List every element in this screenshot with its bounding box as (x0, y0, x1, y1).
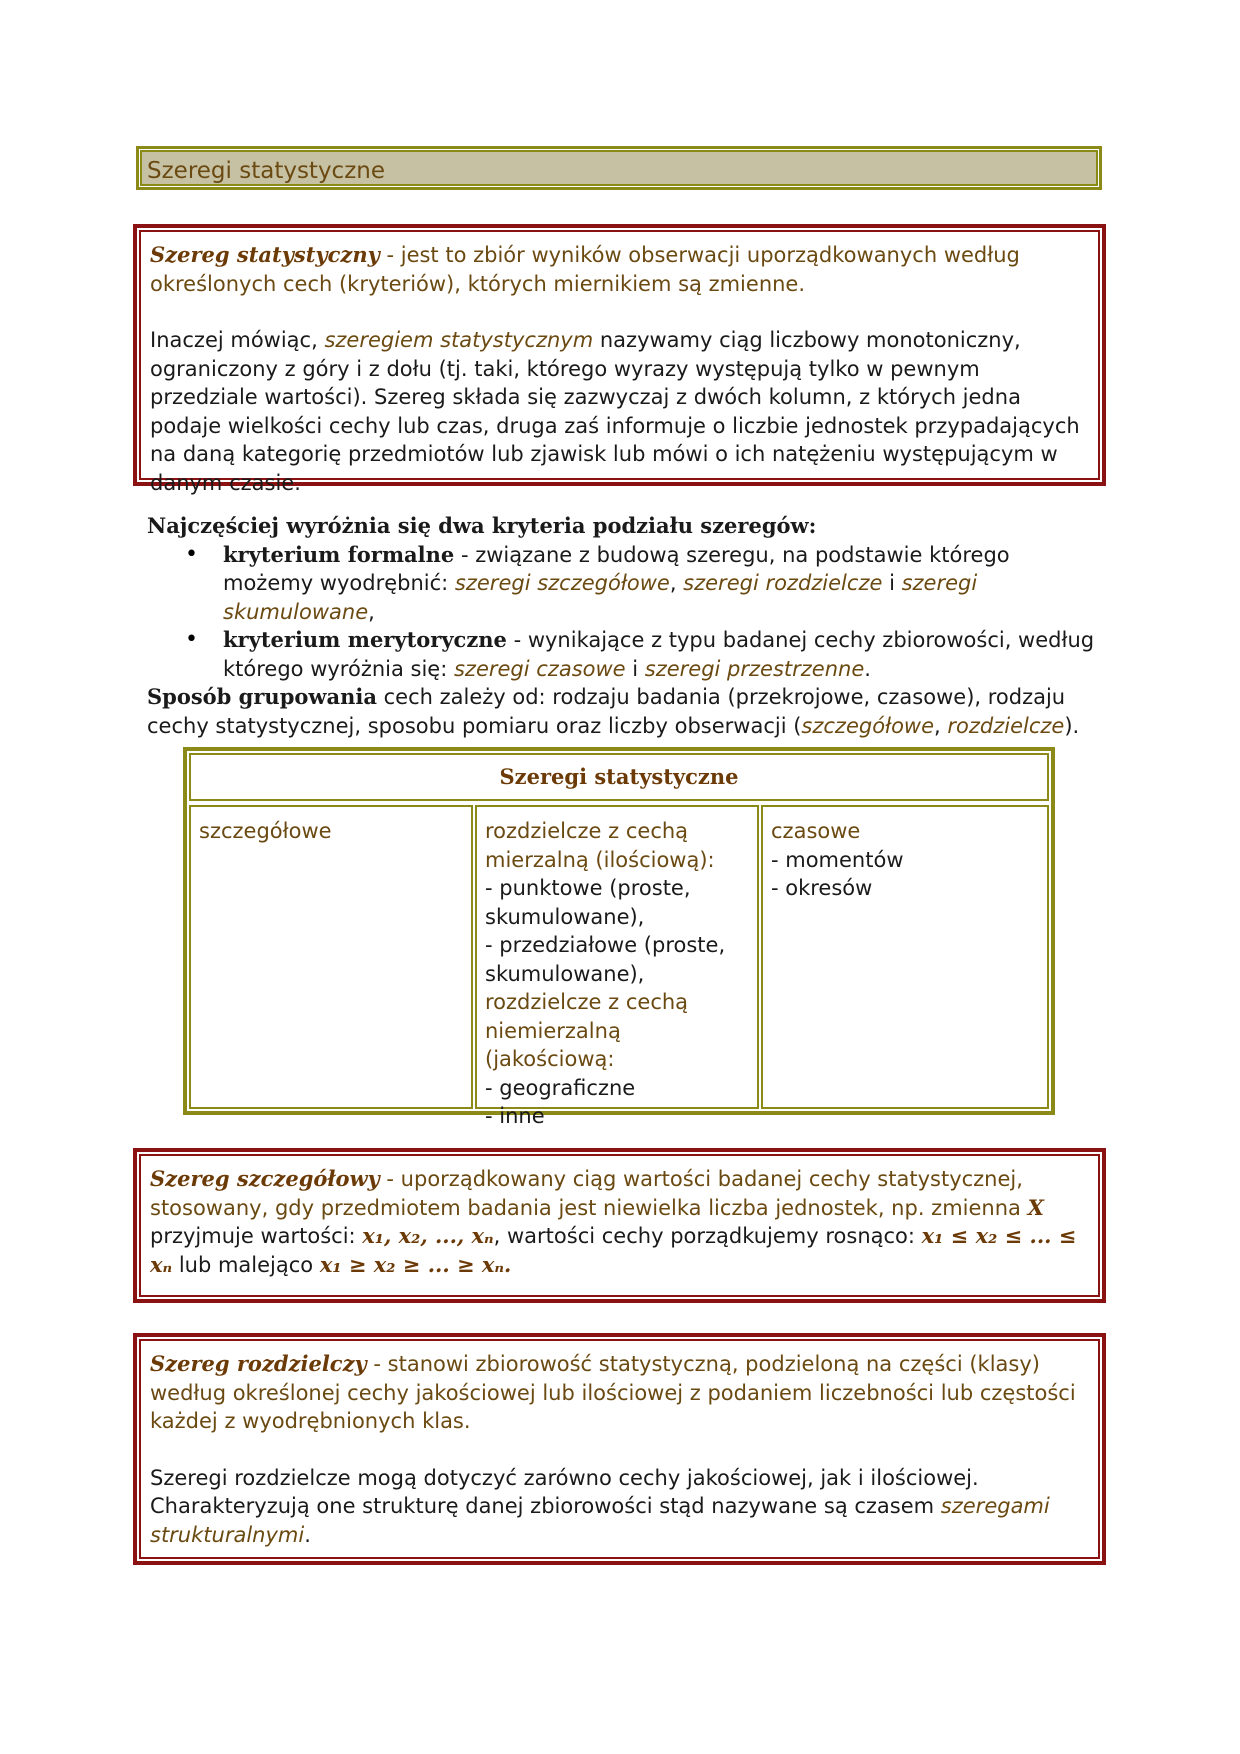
sequence: x₁, x₂, ..., xₙ (362, 1223, 494, 1248)
sep: . (864, 656, 871, 681)
sep: i (882, 571, 902, 595)
list-item (223, 626, 1097, 683)
title-banner (136, 146, 1102, 190)
text: , wartości cechy porządkujemy rosnąco: (493, 1224, 922, 1248)
text: lub malejąco (172, 1252, 320, 1277)
text: - stanowi zbiorowość statystyczną, podzieloną na części (klasy) według określonej cechy jakościowej lub ilościowej z podaniem liczebności lub częstości każdej z wyodrębnionych klas. (150, 1352, 1076, 1433)
definition-paragraph (150, 241, 1092, 298)
series-types-table (183, 747, 1055, 1128)
term-italic: szeregami strukturalnymi (150, 1494, 1050, 1547)
sep: , (669, 571, 684, 595)
cell-line: - inne (485, 1104, 545, 1128)
label: kryterium merytoryczne (223, 627, 507, 652)
criteria-list (147, 541, 1097, 684)
sep: ). (1064, 713, 1080, 738)
label: kryterium formalne (223, 541, 455, 567)
term: Szereg rozdzielczy (150, 1351, 367, 1376)
definition-text: - jest to zbiór wyników obserwacji uporządkowanych według określonych cech (kryteriów), których miernikiem są zmienne. (150, 243, 1020, 296)
text: - uporządkowany ciąg wartości badanej cechy statystycznej, stosowany, gdy przedmiotem badania jest niewielka liczba jednostek, np. zmienna (150, 1167, 1028, 1220)
explanation-paragraph (150, 1464, 1092, 1550)
term: szeregi czasowe (453, 656, 626, 681)
definition-box-distributive-series (133, 1333, 1106, 1565)
table-cell-distributive (475, 805, 759, 1128)
descending-order: x₁ ≥ x₂ ≥ ... ≥ xₙ. (319, 1251, 512, 1277)
definition-paragraph (150, 1165, 1092, 1279)
explanation-paragraph (150, 326, 1092, 497)
term: szeregi skumulowane (223, 571, 978, 624)
term: szeregi szczegółowe (454, 571, 670, 595)
table-cell-detailed (189, 805, 473, 1109)
sep: , (934, 713, 948, 738)
text: Szeregi rozdzielcze mogą dotyczyć zarówno cechy jakościowej, jak i ilościowej. Charakteryzują one strukturę danej zbiorowości stąd nazywane są czasem (150, 1465, 979, 1518)
term: Szereg szczegółowy (150, 1166, 380, 1191)
cell-line: - przedziałowe (proste, skumulowane), (485, 933, 726, 986)
term: szeregi rozdzielcze (683, 571, 883, 595)
text: cech zależy od: rodzaju badania (przekrojowe, czasowe), rodzaju cechy statystycznej, sposobu pomiaru oraz liczby obserwacji ( (147, 685, 1066, 738)
variable: X (1027, 1194, 1044, 1220)
cell-heading: rozdzielcze z cechą mierzalną (ilościową): (485, 819, 715, 872)
page-title: Szeregi statystyczne (147, 158, 386, 184)
definition-box-statistical-series (133, 224, 1106, 495)
table-cell-time (761, 805, 1049, 1109)
text: - wynikające z typu badanej cechy zbiorowości, według którego wyróżnia się: (223, 628, 1095, 681)
sep: , (368, 599, 375, 624)
cell-line: - geograficzne (485, 1075, 636, 1100)
text: nazywamy ciąg liczbowy monotoniczny, ograniczony z góry i z dołu (tj. taki, którego wyrazy występują tylko w pewnym przedziale wartości). Szereg składa się zazwyczaj z dwóch kolumn, z których jedna podaje wielkości cechy lub czas, druga zaś informuje o liczbie jednostek przypadających na daną kategorię przedmiotów lub zjawisk lub mówi o ich natężeniu występującym w danym czasie. (150, 328, 1080, 495)
cell-line: - okresów (771, 876, 873, 900)
text: . (304, 1522, 311, 1547)
ascending-order: x₁ ≤ x₂ ≤ ... ≤ xₙ (150, 1223, 1077, 1277)
sep: i (625, 656, 645, 681)
definition-box-detailed-series (133, 1148, 1106, 1303)
cell-line: - punktowe (proste, skumulowane), (485, 876, 691, 929)
term: szczegółowe (801, 713, 935, 738)
grouping-paragraph (147, 683, 1097, 740)
text: Inaczej mówiąc, (150, 328, 325, 352)
cell-line: - momentów (771, 847, 904, 872)
cell-heading: rozdzielcze z cechą niemierzalną (jakościową: (485, 990, 689, 1071)
text: - związane z budową szeregu, na podstawie którego możemy wyodrębnić: (223, 542, 1010, 595)
term: szeregi przestrzenne (644, 656, 865, 681)
criteria-heading: Najczęściej wyróżnia się dwa kryteria podziału szeregów: (147, 513, 817, 538)
cell-heading: czasowe (771, 819, 861, 843)
cell-text: szczegółowe (199, 819, 332, 843)
term: Szereg statystyczny (150, 242, 380, 267)
label: Sposób grupowania (147, 684, 377, 709)
table-header: Szeregi statystyczne (189, 753, 1049, 801)
term-italic: szeregiem statystycznym (324, 328, 594, 352)
term: rozdzielcze (947, 713, 1065, 738)
criteria-section (147, 512, 1097, 740)
definition-paragraph (150, 1350, 1092, 1436)
list-item (223, 541, 1097, 627)
text: przyjmuje wartości: (150, 1224, 363, 1248)
